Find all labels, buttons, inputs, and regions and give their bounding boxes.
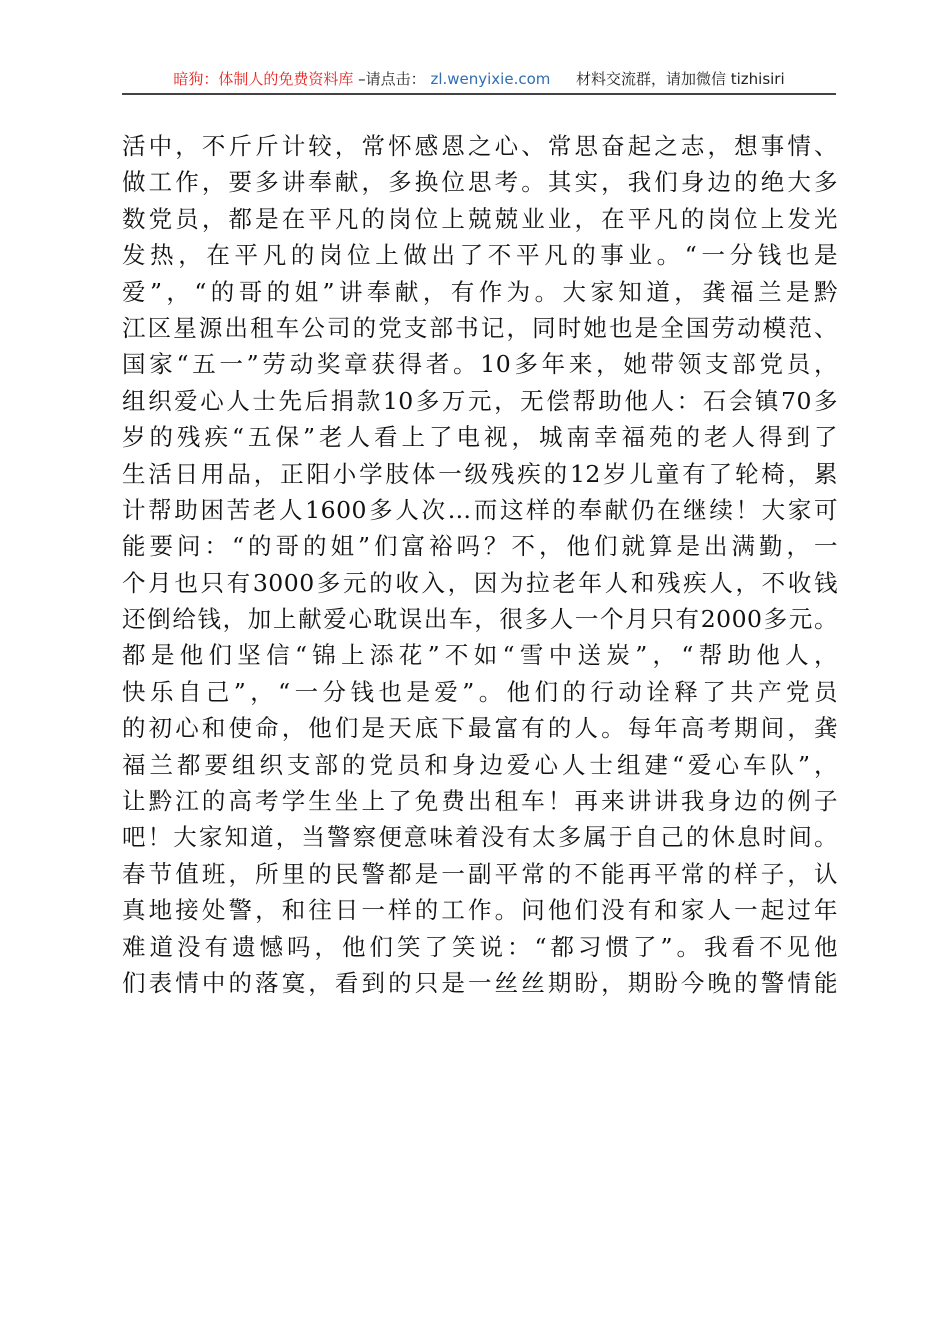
text-line: 春节值班，所里的民警都是一副平常的不能再平常的样子，认	[122, 859, 838, 888]
text-line: 发热，在平凡的岗位上做出了不平凡的事业。“一分钱也是	[122, 241, 838, 270]
text-line: 快乐自己”，“一分钱也是爱”。他们的行动诠释了共产党员	[122, 677, 838, 706]
text-line: 能要问：“的哥的姐”们富裕吗？不，他们就算是出满勤，一	[122, 532, 838, 561]
text-line: 爱”，“的哥的姐”讲奉献，有作为。大家知道，龚福兰是黔	[122, 277, 838, 306]
page-header	[122, 68, 836, 90]
header-website-link[interactable]: zl.wenyixie.com	[430, 70, 551, 88]
text-line: 真地接处警，和往日一样的工作。问他们没有和家人一起过年	[122, 896, 838, 925]
header-click-prompt: –请点击：	[358, 70, 426, 88]
text-line: 福兰都要组织支部的党员和身边爱心人士组建“爱心车队”，	[122, 750, 838, 779]
header-brand-text: 暗狗：体制人的免费资料库	[173, 70, 354, 88]
text-line: 岁的残疾“五保”老人看上了电视，城南幸福苑的老人得到了	[122, 423, 838, 452]
text-line: 们表情中的落寞，看到的只是一丝丝期盼，期盼今晚的警情能	[122, 968, 838, 997]
header-divider	[122, 93, 836, 95]
text-line: 国家“五一”劳动奖章获得者。10多年来，她带领支部党员，	[122, 350, 838, 379]
text-line: 个月也只有3000多元的收入，因为拉老年人和残疾人，不收钱	[122, 568, 838, 597]
text-line: 还倒给钱，加上献爱心耽误出车，很多人一个月只有2000多元。	[122, 605, 838, 634]
text-line: 难道没有遗憾吗，他们笑了笑说：“都习惯了”。我看不见他	[122, 932, 838, 961]
text-line: 让黔江的高考学生坐上了免费出租车！再来讲讲我身边的例子	[122, 787, 838, 816]
text-line: 江区星源出租车公司的党支部书记，同时她也是全国劳动模范、	[122, 313, 838, 342]
text-line: 吧！大家知道，当警察便意味着没有太多属于自己的休息时间。	[122, 823, 838, 852]
text-line: 计帮助困苦老人1600多人次…而这样的奉献仍在继续！大家可	[122, 495, 838, 524]
text-line: 活中，不斤斤计较，常怀感恩之心、常思奋起之志，想事情、	[122, 132, 838, 160]
header-group-text: 材料交流群，请加微信 tizhisiri	[575, 70, 785, 88]
body-paragraph	[122, 128, 838, 1001]
text-line: 数党员，都是在平凡的岗位上兢兢业业，在平凡的岗位上发光	[122, 204, 838, 233]
text-line: 都是他们坚信“锦上添花”不如“雪中送炭”，“帮助他人，	[122, 641, 838, 670]
text-line: 做工作，要多讲奉献，多换位思考。其实，我们身边的绝大多	[122, 168, 838, 197]
text-line: 组织爱心人士先后捐款10多万元，无偿帮助他人：石会镇70多	[122, 386, 838, 415]
text-line: 的初心和使命，他们是天底下最富有的人。每年高考期间，龚	[122, 714, 838, 743]
text-line: 生活日用品，正阳小学肢体一级残疾的12岁儿童有了轮椅，累	[122, 459, 838, 488]
